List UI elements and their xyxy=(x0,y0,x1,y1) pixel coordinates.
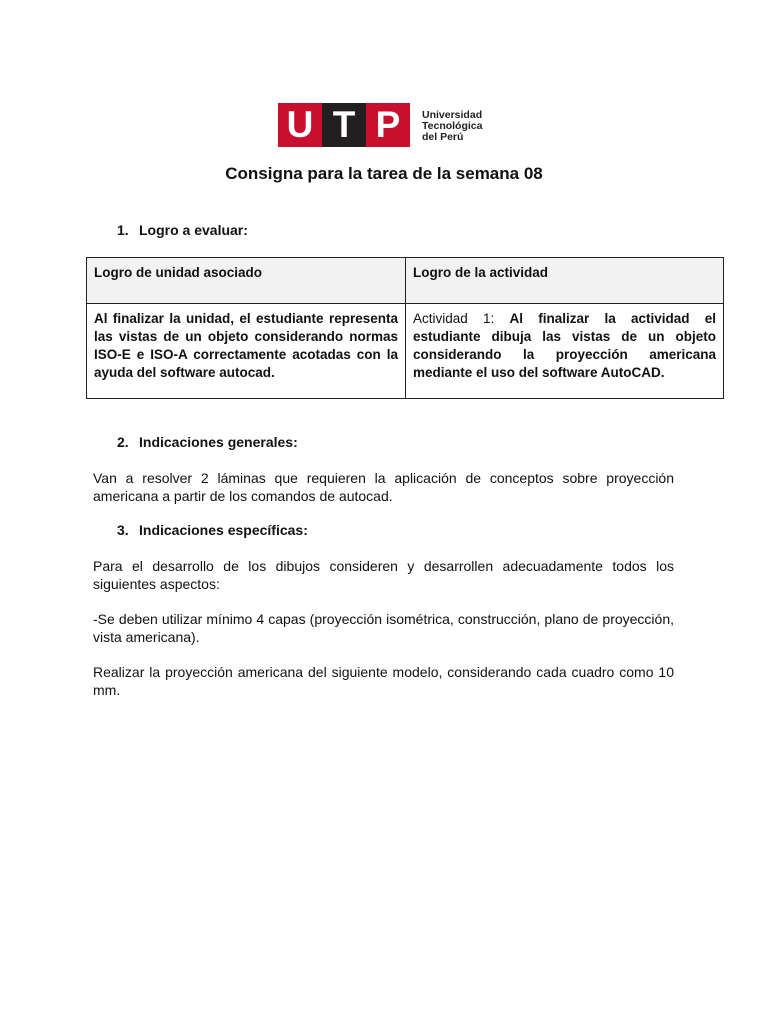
goals-table xyxy=(86,257,724,399)
section-3-heading xyxy=(117,522,308,538)
logo-name-line-2: Tecnológica xyxy=(422,120,483,132)
goals-table-col2-header: Logro de la actividad xyxy=(406,258,724,304)
logo-letter-u: U xyxy=(278,103,322,147)
logo-letter-t: T xyxy=(322,103,366,147)
logo-university-name xyxy=(422,103,482,147)
section-2-title: Indicaciones generales: xyxy=(139,434,298,450)
goals-table-col1-body: Al finalizar la unidad, el estudiante representa las vistas de un objeto considerando normas ISO-E e ISO-A correctamente acotadas con la ayuda del software autocad. xyxy=(87,304,406,399)
section-1-heading xyxy=(117,222,248,238)
section-3-paragraph-1: Para el desarrollo de los dibujos consideren y desarrollen adecuadamente todos los siguientes aspectos: xyxy=(93,558,674,592)
logo-name-line-3: del Perú xyxy=(422,131,464,143)
section-1-title: Logro a evaluar: xyxy=(139,222,248,238)
goals-table-col2-cell xyxy=(406,304,724,399)
goals-table-col1-header: Logro de unidad asociado xyxy=(87,258,406,304)
section-2-heading xyxy=(117,434,298,450)
section-1-number: 1. xyxy=(117,222,129,238)
goals-table-body-row xyxy=(87,304,724,399)
section-3-paragraph-3: Realizar la proyección americana del siguiente modelo, considerando cada cuadro como 10 mm. xyxy=(93,664,674,698)
goals-table-header-row xyxy=(87,258,724,304)
section-3-title: Indicaciones específicas: xyxy=(139,522,308,538)
utp-logo xyxy=(278,103,482,147)
document-title: Consigna para la tarea de la semana 08 xyxy=(225,164,543,183)
section-2-text: Van a resolver 2 láminas que requieren la aplicación de conceptos sobre proyección americana a partir de los comandos de autocad. xyxy=(93,470,674,504)
logo-letter-p: P xyxy=(366,103,410,147)
activity-prefix: Actividad 1: xyxy=(413,311,510,326)
section-2-number: 2. xyxy=(117,434,129,450)
section-3-paragraph-2: -Se deben utilizar mínimo 4 capas (proyección isométrica, construcción, plano de proyección, vista americana). xyxy=(93,611,674,645)
activity-goal-text: Al finalizar la actividad el estudiante dibuja las vistas de un objeto considerando la proyección americana mediante el uso del software AutoCAD. xyxy=(413,311,716,380)
logo-name-line-1: Universidad xyxy=(422,109,483,121)
section-3-number: 3. xyxy=(117,522,129,538)
